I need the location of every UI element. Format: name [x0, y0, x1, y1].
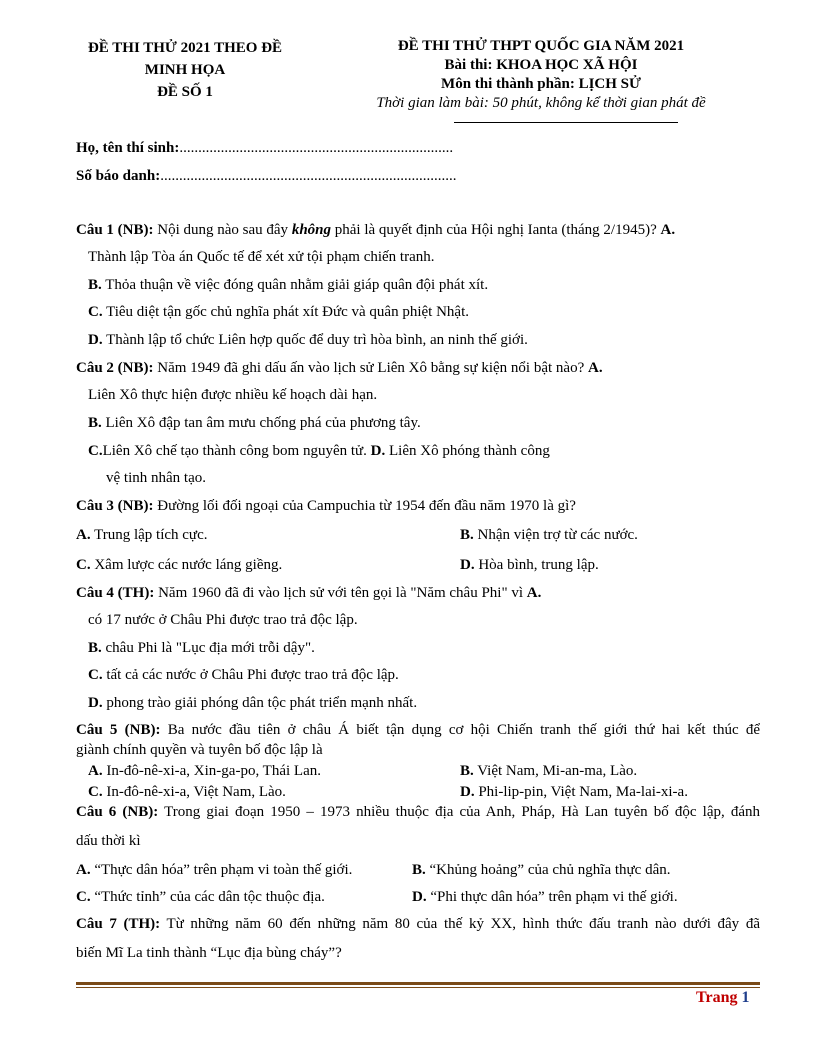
question-3-optD: D. Hòa bình, trung lập.: [460, 557, 599, 573]
question-5-optA: A. In-đô-nê-xi-a, Xin-ga-po, Thái Lan.: [88, 763, 321, 779]
question-1-label: Câu 1 (NB):: [76, 222, 154, 238]
question-1-optC: C. Tiêu diệt tận gốc chủ nghĩa phát xít Đức và quân phiệt Nhật.: [88, 304, 469, 320]
exam-subject: Môn thi thành phần: LỊCH SỬ: [441, 76, 641, 92]
candidate-id-dots: ...............................................................................: [160, 168, 457, 184]
question-2-optA-label: A.: [588, 360, 603, 376]
question-4-optB: B. châu Phi là "Lục địa mới trỗi dậy".: [88, 640, 315, 656]
footer-rule-thick: [76, 982, 760, 985]
question-3-optA: A. Trung lập tích cực.: [76, 527, 208, 543]
question-1-text-b: phải là quyết định của Hội nghị Ianta (tháng 2/1945)?: [334, 222, 657, 238]
question-4-optC: C. tất cả các nước ở Châu Phi được trao trả độc lập.: [88, 667, 399, 683]
question-5-stem-line2: giành chính quyền và tuyên bố độc lập là: [76, 742, 323, 758]
question-4-optD: D. phong trào giải phóng dân tộc phát triển mạnh nhất.: [88, 695, 418, 711]
question-3-optC: C. Xâm lược các nước láng giềng.: [76, 557, 283, 573]
question-1-optB: B. Thỏa thuận về việc đóng quân nhằm giải giáp quân đội phát xít.: [88, 277, 489, 293]
page-num: 1: [741, 989, 750, 1006]
candidate-name-row: [76, 140, 453, 157]
question-1-optD: D. Thành lập tổ chức Liên hợp quốc để duy trì hòa bình, an ninh thế giới.: [88, 332, 528, 348]
exam-title: ĐỀ THI THỬ THPT QUỐC GIA NĂM 2021: [397, 38, 685, 54]
question-1-text-a: Nội dung nào sau đây: [157, 222, 289, 238]
header-left: [50, 37, 320, 103]
question-2-optD-cont: vệ tinh nhân tạo.: [106, 470, 206, 486]
header-left-line2: MINH HỌA: [144, 62, 226, 78]
header-left-line1: ĐỀ THI THỬ 2021 THEO ĐỀ: [87, 40, 283, 56]
header-right: [356, 37, 726, 113]
question-6-optD: D. “Phi thực dân hóa” trên phạm vi thế giới.: [412, 889, 678, 905]
candidate-name-label: Họ, tên thí sinh:: [76, 140, 180, 156]
question-6-stem-line1: Câu 6 (NB): Trong giai đoạn 1950 – 1973 nhiều thuộc địa của Anh, Pháp, Hà Lan tuyên bố độc lập, đánh: [76, 804, 761, 820]
header-left-line3: ĐỀ SỐ 1: [157, 84, 213, 100]
exam-name: Bài thi: KHOA HỌC XÃ HỘI: [444, 57, 638, 73]
question-5-optB: B. Việt Nam, Mi-an-ma, Lào.: [460, 763, 638, 779]
question-5-optC: C. In-đô-nê-xi-a, Việt Nam, Lào.: [88, 784, 286, 800]
question-5-stem-line1: Câu 5 (NB): Ba nước đầu tiên ở châu Á biết tận dụng cơ hội Chiến tranh thế giới thứ hai kết thúc để: [76, 722, 761, 738]
question-7-stem-line2: biến Mĩ La tinh thành “Lục địa bùng cháy”?: [76, 945, 342, 961]
question-1-emphasis: không: [291, 222, 331, 238]
question-4-stem: Câu 4 (TH): Năm 1960 đã đi vào lịch sử với tên gọi là "Năm châu Phi" vì A.: [76, 585, 542, 601]
header-underline: [454, 122, 678, 123]
question-2-optA-text: Liên Xô thực hiện được nhiều kế hoạch dài hạn.: [88, 387, 378, 403]
question-6-stem-line2: dấu thời kì: [76, 833, 141, 849]
page-label: Trang: [696, 989, 738, 1006]
question-5-optD: D. Phi-lip-pin, Việt Nam, Ma-lai-xi-a.: [460, 784, 688, 800]
question-1-stem: [76, 222, 675, 239]
question-3-stem: Câu 3 (NB): Đường lối đối ngoại của Campuchia từ 1954 đến đầu năm 1970 là gì?: [76, 498, 576, 514]
candidate-id-label: Số báo danh:: [76, 168, 161, 184]
page-number: [696, 989, 749, 1007]
question-3-optB: B. Nhận viện trợ từ các nước.: [460, 527, 638, 543]
question-6-optC: C. “Thức tỉnh” của các dân tộc thuộc địa.: [76, 889, 325, 905]
question-2-optC-D: C.Liên Xô chế tạo thành công bom nguyên tử. D. Liên Xô phóng thành công: [88, 443, 550, 459]
question-1-optA-label: A.: [660, 222, 676, 238]
question-2-label: Câu 2 (NB):: [76, 360, 154, 376]
exam-time: Thời gian làm bài: 50 phút, không kể thời gian phát đề: [376, 95, 706, 111]
question-1-optA-text: Thành lập Tòa án Quốc tế để xét xử tội phạm chiến tranh.: [88, 249, 435, 265]
question-2-optB: B. Liên Xô đập tan âm mưu chống phá của phương tây.: [88, 415, 421, 431]
question-6-optB: B. “Khủng hoảng” của chủ nghĩa thực dân.: [412, 862, 671, 878]
candidate-name-dots: .........................................................................: [179, 140, 454, 156]
question-2-stem: [76, 360, 603, 377]
question-4-optA-text: có 17 nước ở Châu Phi được trao trả độc lập.: [88, 612, 358, 628]
question-7-stem-line1: Câu 7 (TH): Từ những năm 60 đến những năm 80 của thế kỷ XX, hình thức đấu tranh nào dưới đây đã: [76, 916, 760, 932]
question-6-optA: A. “Thực dân hóa” trên phạm vi toàn thế giới.: [76, 862, 353, 878]
candidate-id-row: [76, 168, 456, 185]
question-2-text: Năm 1949 đã ghi dấu ấn vào lịch sử Liên Xô bằng sự kiện nổi bật nào?: [157, 360, 585, 376]
footer-rule-thin: [76, 987, 760, 988]
